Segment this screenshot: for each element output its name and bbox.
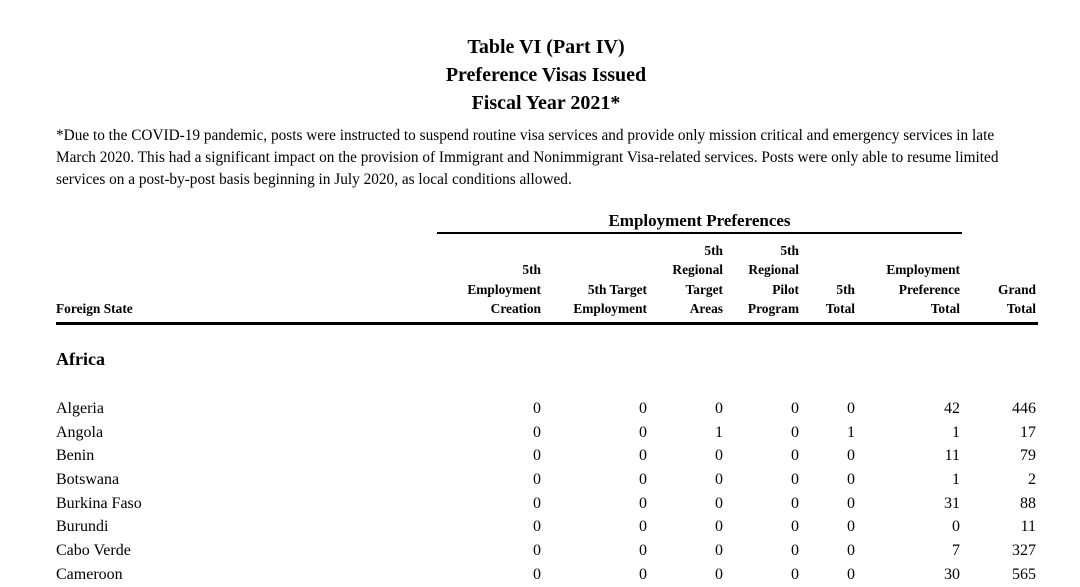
covid-footnote: *Due to the COVID-19 pandemic, posts were instructed to suspend routine visa services and provide only mission critical and emergency services in late March 2020. This had a significant impact on the provision of Immigrant and Nonimmigrant Visa-related services. Posts were only able to resume limited services on a post-by-post basis beginning in July 2020, as local conditions allowed. [56, 127, 999, 188]
col-employment-preference-total: Employment Preference Total [886, 262, 960, 316]
cell-regional-target-areas: 0 [715, 471, 723, 489]
cell-fifth-total: 0 [847, 518, 855, 536]
table-row [0, 515, 1080, 539]
cell-employment-creation: 0 [533, 423, 541, 441]
cell-regional-pilot-program: 0 [791, 471, 799, 489]
country-name: Burkina Faso [56, 494, 142, 512]
country-name: Algeria [56, 400, 104, 417]
cell-employment-preference-total: 1 [952, 423, 960, 441]
cell-fifth-total: 0 [847, 494, 855, 512]
table-row [0, 492, 1080, 516]
country-name: Benin [56, 447, 95, 465]
cell-regional-pilot-program: 0 [791, 565, 799, 583]
country-name: Burundi [56, 518, 109, 536]
region-heading: Africa [56, 349, 105, 369]
table-row [0, 468, 1080, 492]
cell-grand-total: 11 [1020, 518, 1036, 536]
cell-employment-preference-total: 7 [952, 542, 960, 560]
country-name: Cabo Verde [56, 542, 131, 560]
cell-employment-creation: 0 [533, 542, 541, 560]
cell-fifth-total: 0 [847, 471, 855, 489]
cell-grand-total: 446 [1012, 400, 1036, 417]
cell-employment-creation: 0 [533, 518, 541, 536]
cell-employment-preference-total: 0 [952, 518, 960, 536]
table-row [0, 539, 1080, 563]
cell-employment-preference-total: 42 [944, 400, 960, 417]
cell-employment-preference-total: 31 [944, 494, 960, 512]
cell-employment-preference-total: 30 [944, 565, 960, 583]
cell-grand-total: 2 [1028, 471, 1036, 489]
col-employment-creation: 5th Employment Creation [467, 262, 541, 316]
cell-regional-target-areas: 0 [715, 447, 723, 465]
table-title [0, 33, 1080, 117]
cell-fifth-total: 0 [847, 565, 855, 583]
cell-target-employment: 0 [639, 471, 647, 489]
cell-fifth-total: 0 [847, 400, 855, 417]
cell-regional-target-areas: 0 [715, 565, 723, 583]
cell-grand-total: 565 [1012, 565, 1036, 583]
country-name: Botswana [56, 471, 120, 489]
cell-target-employment: 0 [639, 447, 647, 465]
cell-grand-total: 88 [1020, 494, 1036, 512]
cell-grand-total: 79 [1020, 447, 1036, 465]
cell-target-employment: 0 [639, 400, 647, 417]
header-rule [56, 322, 1038, 325]
cell-employment-creation: 0 [533, 447, 541, 465]
title-line-3: Fiscal Year 2021* [471, 92, 621, 114]
employment-preferences-header: Employment Preferences [608, 211, 791, 230]
cell-regional-target-areas: 1 [715, 423, 723, 441]
table-row [0, 444, 1080, 468]
cell-regional-target-areas: 0 [715, 542, 723, 560]
cell-target-employment: 0 [639, 565, 647, 583]
cell-fifth-total: 0 [847, 542, 855, 560]
table-body [0, 397, 1080, 587]
cell-regional-pilot-program: 0 [791, 494, 799, 512]
cell-target-employment: 0 [639, 423, 647, 441]
cell-fifth-total: 1 [847, 423, 855, 441]
country-name: Cameroon [56, 565, 123, 583]
cell-target-employment: 0 [639, 494, 647, 512]
col-regional-target-areas: 5th Regional Target Areas [672, 242, 723, 316]
cell-regional-pilot-program: 0 [791, 423, 799, 441]
cell-grand-total: 327 [1012, 542, 1036, 560]
cell-fifth-total: 0 [847, 447, 855, 465]
cell-regional-target-areas: 0 [715, 518, 723, 536]
col-fifth-total: 5th Total [825, 281, 855, 316]
title-line-2: Preference Visas Issued [445, 64, 647, 86]
cell-employment-creation: 0 [533, 471, 541, 489]
col-regional-pilot-program: 5th Regional Pilot Program [747, 242, 799, 316]
cell-employment-preference-total: 11 [944, 447, 960, 465]
col-grand-total: Grand Total [998, 281, 1036, 316]
cell-regional-target-areas: 0 [715, 400, 723, 417]
cell-employment-preference-total: 1 [952, 471, 960, 489]
cell-employment-creation: 0 [533, 400, 541, 417]
table-row [0, 421, 1080, 445]
col-target-employment: 5th Target Employment [573, 281, 647, 316]
cell-grand-total: 17 [1020, 423, 1036, 441]
title-line-1: Table VI (Part IV) [467, 36, 625, 58]
country-name: Angola [56, 423, 104, 441]
cell-regional-pilot-program: 0 [791, 400, 799, 417]
cell-regional-target-areas: 0 [715, 494, 723, 512]
group-header-rule [437, 232, 962, 234]
table-row [0, 397, 1080, 421]
cell-regional-pilot-program: 0 [791, 518, 799, 536]
cell-regional-pilot-program: 0 [791, 447, 799, 465]
cell-target-employment: 0 [639, 518, 647, 536]
table-row [0, 563, 1080, 587]
cell-employment-creation: 0 [533, 565, 541, 583]
cell-employment-creation: 0 [533, 494, 541, 512]
cell-regional-pilot-program: 0 [791, 542, 799, 560]
cell-target-employment: 0 [639, 542, 647, 560]
col-foreign-state: Foreign State [56, 301, 133, 316]
